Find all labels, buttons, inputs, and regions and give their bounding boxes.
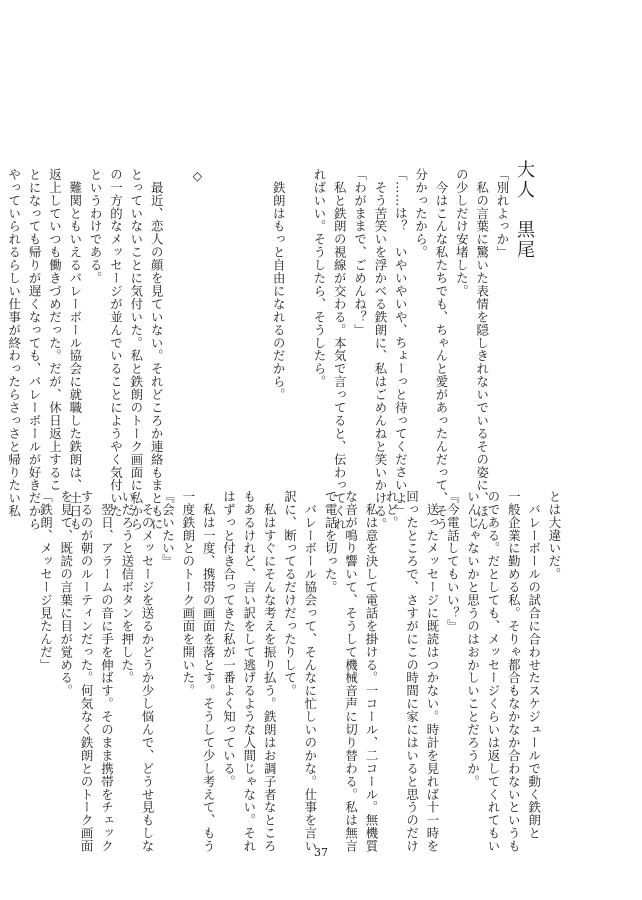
text-line: 私の言葉に驚いた表情を隠しきれないでいるその姿に、ほん [474, 168, 490, 531]
text-line: 私と鉄朗の視線が交わる。本気で言ってると、伝わってくれ [332, 168, 348, 531]
chapter-title: 大人 黒尾 [514, 160, 535, 260]
text-line: 分かったから。 [413, 168, 429, 259]
text-line: いんじゃないかと思うのはおかしいことだろうか。 [465, 490, 481, 788]
page-number: 37 [314, 846, 328, 859]
text-line: 訳に、断ってるだけだったりして。 [282, 490, 298, 698]
text-line: 回ったところで、さすがにこの時間に家にはいると思うのだけ [404, 490, 420, 853]
text-line: そう苦笑いを浮かべる鉄朗に、私はごめんねと笑いかける。 [372, 168, 388, 531]
text-line: バレーボールの試合に合わせたスケジュールで動く鉄朗と [526, 490, 542, 840]
text-line [227, 168, 247, 468]
text-line: バレーボール協会って、そんなに忙しいのかな。仕事を言い [302, 490, 318, 853]
text-line: するのが朝のルーティンだった。何気なく鉄朗とのトーク画面 [79, 490, 95, 853]
text-line: の少しだけ安堵した。 [454, 168, 470, 298]
text-line: やっていられるらしい仕事が終わったらさっさと帰りたい私 [6, 168, 22, 518]
text-line: 返上していつも働きづめだった。だが、休日返上するこ [47, 168, 63, 492]
text-line: 最近、恋人の顔を見ていない。それどころか連絡もまともに [149, 168, 165, 531]
text-line [207, 168, 227, 468]
text-line: 「わがままで、ごめんね？」 [352, 168, 368, 337]
text-line: 送ったメッセージに既読はつかない。時計を見れば十一時を [424, 490, 440, 853]
text-line: で電話を切った。 [323, 490, 339, 594]
text-line [166, 168, 186, 468]
text-line: ◇ [189, 168, 205, 184]
text-line: とは大違いだ。 [547, 490, 562, 581]
text-line: 今はこんな私たちでも、ちゃんと愛があったんだって、そう [433, 168, 449, 531]
text-line: 鉄朗はもっと自由になれるのだから。 [271, 168, 287, 402]
text-line: そのメッセージを送るかどうか少し悩んで、どうせ見もしな [140, 490, 156, 853]
text-line: 『今電話してもいい？』 [445, 490, 461, 633]
text-line: な音が鳴り響いて、そうして機械音声に切り替わる。私は無言 [343, 490, 359, 853]
text-line: 難関ともいえるバレーボール協会に就職した鉄朗は、土日も [67, 168, 83, 531]
text-line: 私はすぐにそんな考えを振り払う。鉄朗はお調子者なところ [262, 490, 278, 853]
text-line: 「別れよっか」 [495, 168, 510, 259]
text-line: 一度鉄朗とのトーク画面を開いた。 [180, 490, 196, 698]
text-line: とっていないことに気付いた。私と鉄朗のトーク画面に私から [128, 168, 144, 531]
text-line: のである。だとしても、メッセージくらいは返してくれてもい [485, 490, 501, 853]
text-line [248, 168, 268, 468]
text-line: 翌日、アラームの音に手を伸ばす。そのまま携帯をチェック [99, 490, 115, 853]
text-line: 私は意を決して電話を掛ける。一コール、二コール。無機質 [363, 490, 379, 853]
text-line: もあるけれど、言い訳をして逃げるような人間じゃない。それ [241, 490, 257, 853]
text-line: 私は一度、携帯の画面を落とす。そうして少し考えて、もう [201, 490, 217, 853]
text-line: ればいい。そうしたら、そうしたら。 [311, 168, 327, 389]
text-line [288, 168, 308, 468]
text-line: れど。 [384, 490, 400, 529]
text-line: の一方的なメッセージが並んでいることにようやく気付いた [108, 168, 124, 518]
text-line: 「鉄朗、メッセージ見たんだ」 [38, 490, 54, 672]
text-line: 『会いたい』 [160, 490, 176, 568]
text-line: を見て、既読の言葉に目が覚める。 [58, 490, 74, 698]
text-line: 「……は？ いやいやいや、ちょーっと待ってくださいよ」 [393, 168, 409, 518]
text-line: というわけである。 [88, 168, 104, 285]
text-line: とになっても帰りが遅くなっても、バレーボールが好きだから [27, 168, 43, 531]
text-line: 一般企業に勤める私。そりゃ都合もなかなか合わないというも [506, 490, 522, 853]
text-line: はずっと付き合ってきた私が一番よく知っている。 [221, 490, 237, 788]
text-line: いだろうと送信ボタンを押した。 [119, 490, 135, 685]
